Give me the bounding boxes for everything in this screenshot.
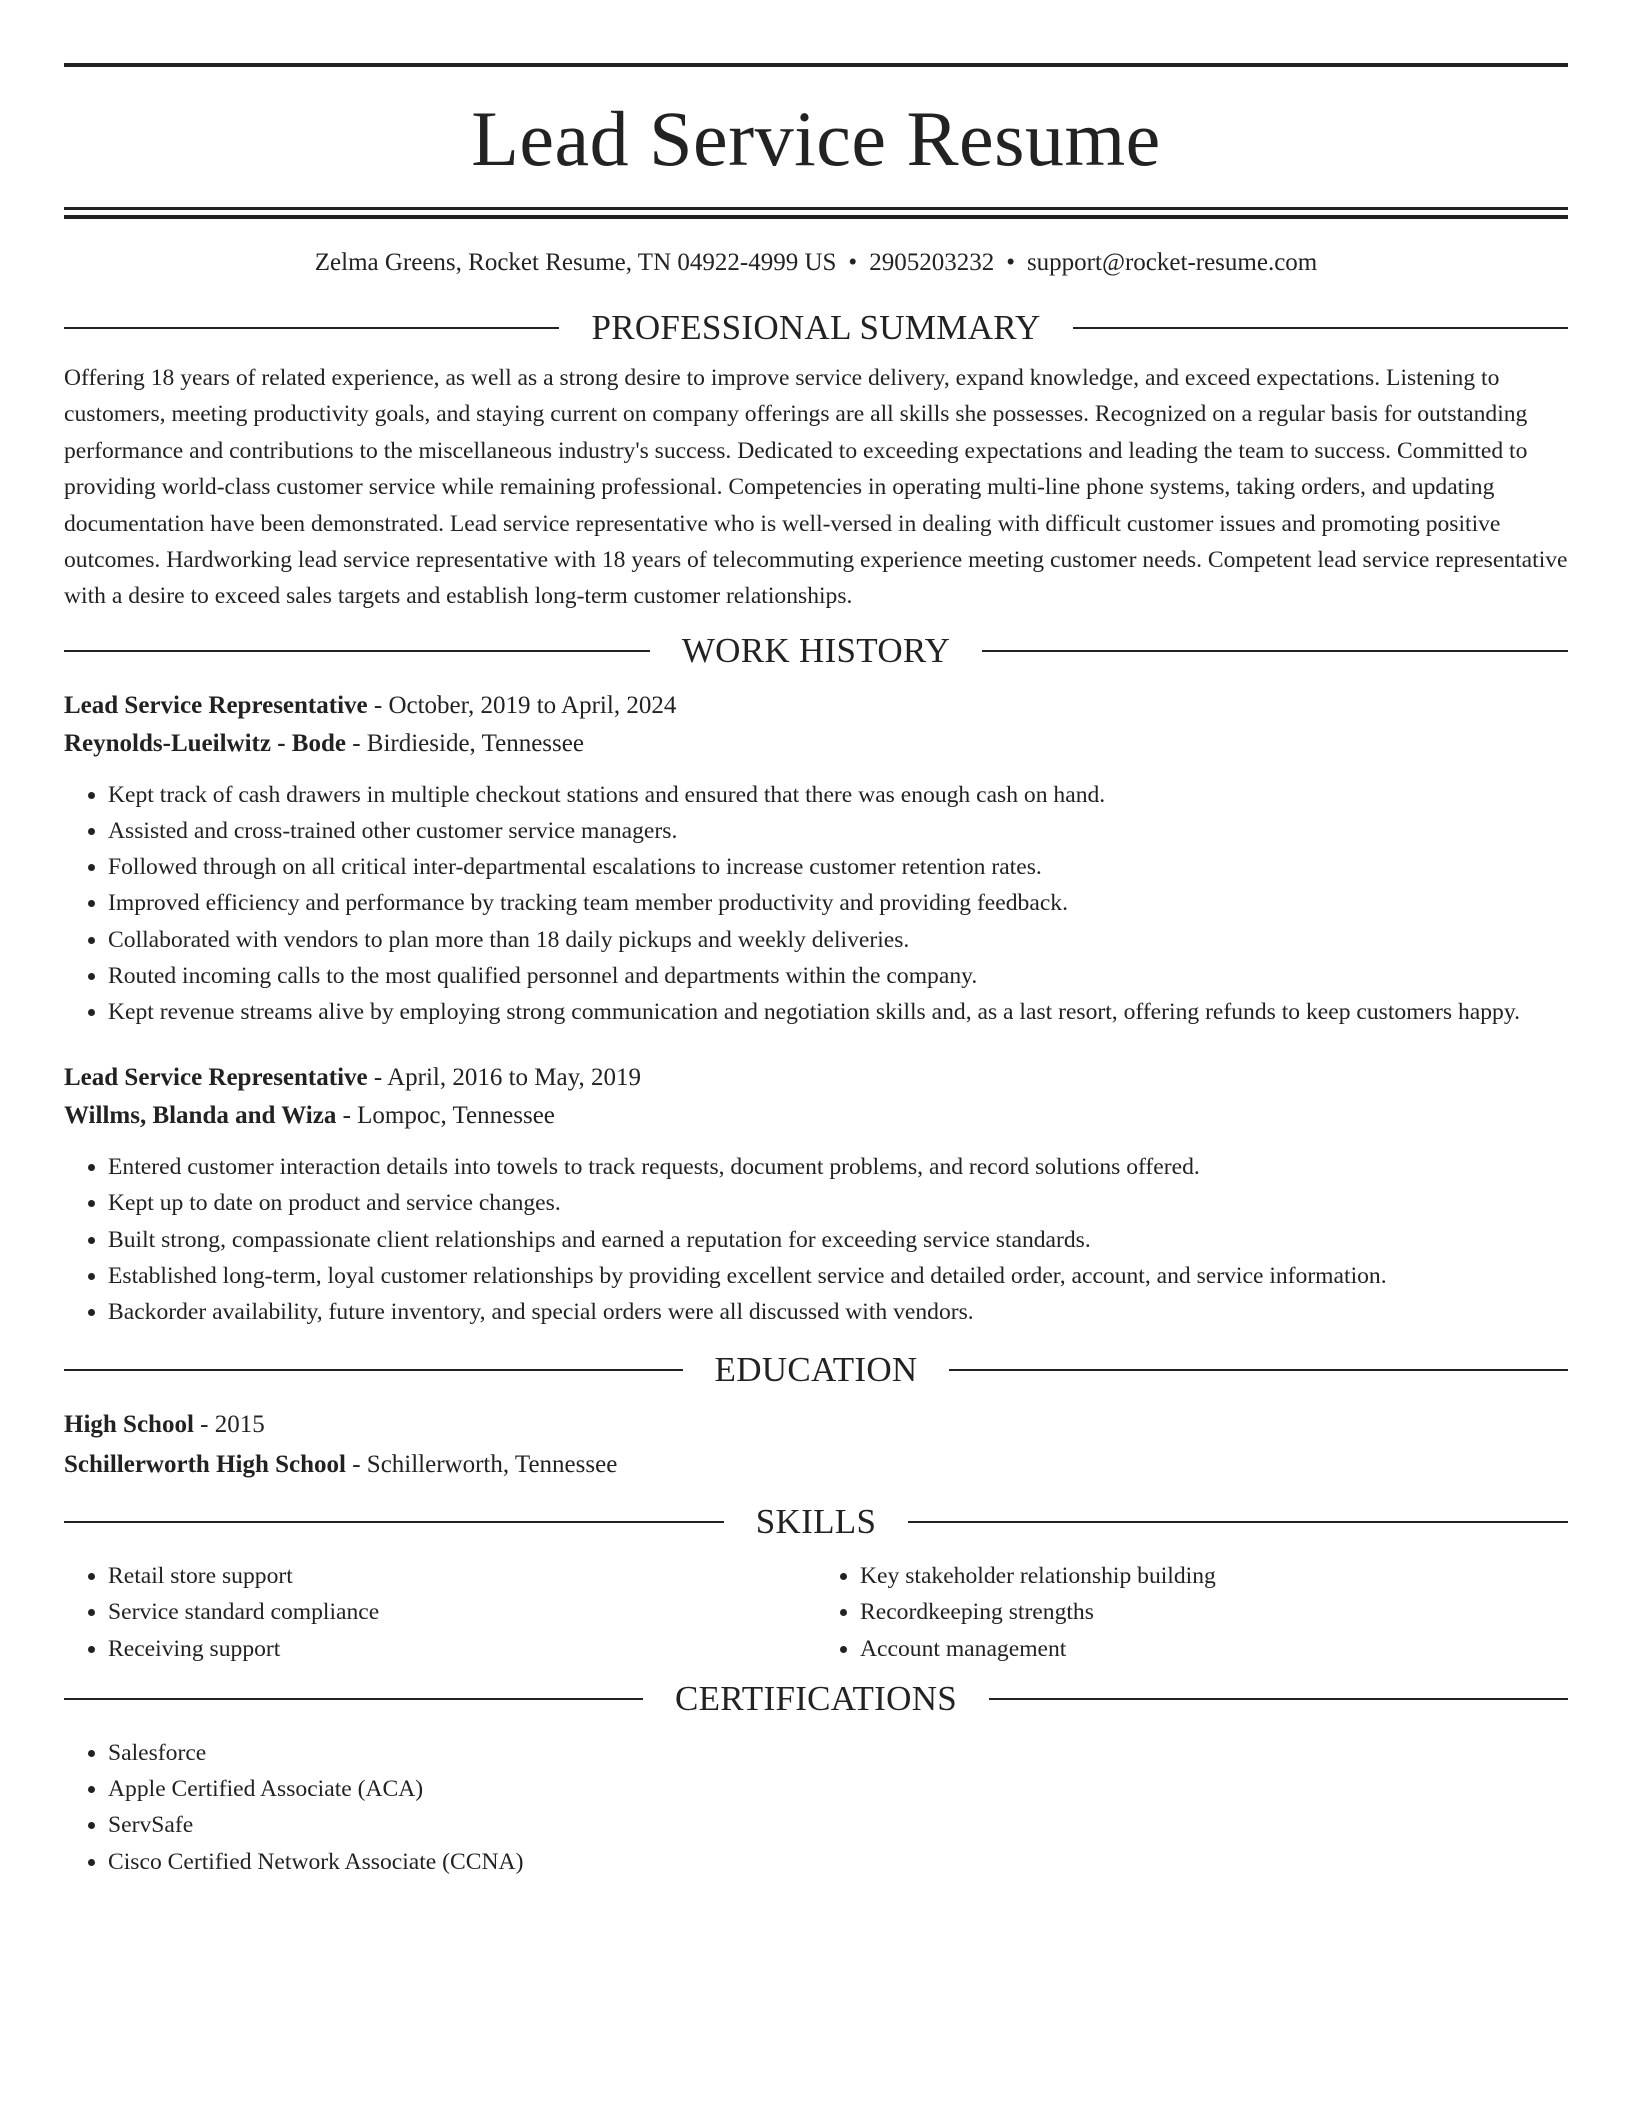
list-item: • Collaborated with vendors to plan more than 18 daily pickups and weekly deliveries.: [108, 922, 1568, 958]
section-heading-certifications: [64, 1677, 1568, 1721]
contact-line: [64, 248, 1568, 278]
education-school: Schillerworth High School: [64, 1451, 346, 1479]
list-item: • Kept up to date on product and service changes.: [108, 1185, 1568, 1221]
education-degree: High School: [64, 1411, 194, 1439]
skills-column-left: [64, 1558, 816, 1667]
certification-item: • ServSafe: [108, 1807, 1568, 1843]
job-company: Willms, Blanda and Wiza: [64, 1102, 337, 1130]
section-title: CERTIFICATIONS: [674, 1678, 958, 1718]
skills-grid: [64, 1558, 1568, 1667]
certifications-list: [64, 1735, 1568, 1880]
heading-rule: [64, 327, 559, 329]
job-dates: - April, 2016 to May, 2019: [367, 1064, 642, 1092]
contact-address: Zelma Greens, Rocket Resume, TN 04922-4999 US: [314, 249, 837, 276]
certification-item: • Cisco Certified Network Associate (CCNA): [108, 1844, 1568, 1880]
heading-rule: [64, 1698, 643, 1700]
job-bullets: [64, 1149, 1568, 1330]
job-entry: [64, 1059, 1568, 1330]
education-school-line: [64, 1446, 1568, 1484]
education-degree-line: [64, 1406, 1568, 1444]
job-title: Lead Service Representative: [64, 1064, 368, 1092]
skill-item: • Service standard compliance: [108, 1594, 816, 1630]
list-item: • Kept track of cash drawers in multiple checkout stations and ensured that there was enough cash on hand.: [108, 777, 1568, 813]
list-item: • Built strong, compassionate client relationships and earned a reputation for exceeding service standards.: [108, 1222, 1568, 1258]
education-year: - 2015: [193, 1411, 265, 1439]
job-title-line: [64, 1059, 1568, 1097]
list-item: • Entered customer interaction details into towels to track requests, document problems, and record solutions offered.: [108, 1149, 1568, 1185]
skill-item: • Retail store support: [108, 1558, 816, 1594]
section-title: WORK HISTORY: [681, 630, 951, 670]
section-heading-summary: [64, 306, 1568, 350]
resume-page: [64, 0, 1568, 1880]
header-double-rule: [64, 207, 1568, 210]
job-bullets: [64, 777, 1568, 1030]
education-location: - Schillerworth, Tennessee: [345, 1451, 618, 1479]
section-title: PROFESSIONAL SUMMARY: [591, 308, 1041, 347]
list-item: • Followed through on all critical inter-departmental escalations to increase customer retention rates.: [108, 849, 1568, 885]
skill-item: • Key stakeholder relationship building: [860, 1558, 1568, 1594]
section-title: EDUCATION: [714, 1350, 918, 1390]
heading-rule: [1073, 327, 1568, 329]
contact-separator: •: [848, 249, 858, 276]
heading-rule: [64, 650, 650, 652]
heading-rule: [908, 1521, 1568, 1523]
contact-separator: •: [1006, 249, 1015, 276]
summary-text: Offering 18 years of related experience, as well as a strong desire to improve service delivery, expand knowledge, and exceed expectations. Listening to customers, meeting productivity goals, and staying current on company offerings are all skills she possesses. Recognized on a regular basis for outstanding performance and contributions to the miscellaneous industry's success. Dedicated to exceeding expectations and leading the team to success. Committed to providing world-class customer service while remaining professional. Competencies in operating multi-line phone systems, taking orders, and updating documentation have been demonstrated. Lead service representative who is well-versed in dealing with difficult customer issues and promoting positive outcomes. Hardworking lead service representative with 18 years of telecommuting experience meeting customer needs. Competent lead service representative with a desire to exceed sales targets and establish long-term customer relationships.: [64, 365, 1568, 610]
contact-phone: 2905203232: [869, 249, 995, 276]
list-item: • Routed incoming calls to the most qualified personnel and departments within the company.: [108, 958, 1568, 994]
section-heading-skills: [64, 1500, 1568, 1544]
contact-email: support@rocket-resume.com: [1026, 249, 1318, 276]
list-item: • Backorder availability, future inventory, and special orders were all discussed with vendors.: [108, 1294, 1568, 1330]
skill-item: • Recordkeeping strengths: [860, 1594, 1568, 1630]
job-entry: [64, 687, 1568, 1030]
job-location: - Lompoc, Tennessee: [336, 1102, 555, 1130]
skills-column-right: [816, 1558, 1568, 1667]
job-company: Reynolds-Lueilwitz - Bode: [64, 729, 346, 757]
section-heading-education: [64, 1348, 1568, 1392]
list-item: • Improved efficiency and performance by tracking team member productivity and providing feedback.: [108, 885, 1568, 921]
job-company-line: [64, 1097, 1568, 1135]
job-dates: - October, 2019 to April, 2024: [367, 691, 677, 719]
section-title: SKILLS: [755, 1502, 877, 1542]
resume-title: Lead Service Resume: [471, 95, 1161, 182]
job-title-line: [64, 687, 1568, 725]
job-location: - Birdieside, Tennessee: [345, 729, 584, 757]
section-heading-work-history: [64, 629, 1568, 673]
skill-item: • Account management: [860, 1631, 1568, 1667]
job-title: Lead Service Representative: [64, 691, 368, 719]
job-company-line: [64, 725, 1568, 763]
heading-rule: [64, 1369, 683, 1371]
certification-item: • Apple Certified Associate (ACA): [108, 1771, 1568, 1807]
certification-item: • Salesforce: [108, 1735, 1568, 1771]
heading-rule: [982, 650, 1568, 652]
education-entry: [64, 1406, 1568, 1484]
list-item: • Established long-term, loyal customer relationships by providing excellent service and detailed order, account, and service information.: [108, 1258, 1568, 1294]
list-item: • Kept revenue streams alive by employing strong communication and negotiation skills and, as a last resort, offering refunds to keep customers happy.: [108, 994, 1568, 1030]
header-top-rule: [64, 63, 1568, 67]
heading-rule: [989, 1698, 1568, 1700]
list-item: • Assisted and cross-trained other customer service managers.: [108, 813, 1568, 849]
skill-item: • Receiving support: [108, 1631, 816, 1667]
heading-rule: [949, 1369, 1568, 1371]
heading-rule: [64, 1521, 724, 1523]
